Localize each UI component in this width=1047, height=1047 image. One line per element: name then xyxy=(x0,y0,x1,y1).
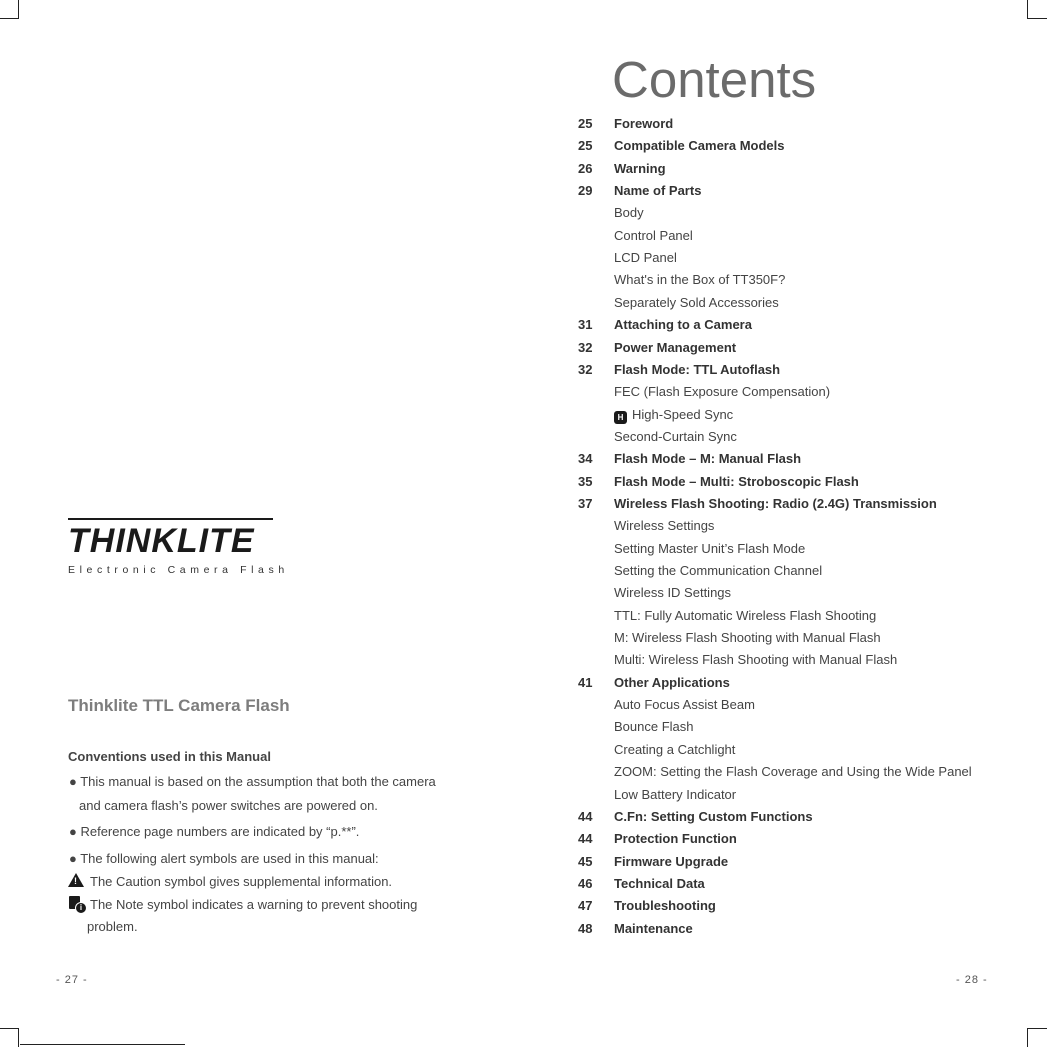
toc-page-number: 34 xyxy=(578,451,593,466)
toc-entry-label: M: Wireless Flash Shooting with Manual Flash xyxy=(614,630,881,645)
toc-page-number: 41 xyxy=(578,675,593,690)
toc-page-number: 37 xyxy=(578,496,593,511)
crop-mark-tl-h xyxy=(0,18,19,19)
toc-entry xyxy=(578,921,1038,943)
conventions-heading: Conventions used in this Manual xyxy=(68,749,271,764)
toc-entry-label: Foreword xyxy=(614,116,674,131)
toc-entry-label: Second-Curtain Sync xyxy=(614,429,737,444)
toc-entry xyxy=(578,563,1038,585)
contents-title: Contents xyxy=(612,51,817,108)
toc-entry xyxy=(578,317,1038,339)
manual-title: Thinklite TTL Camera Flash xyxy=(68,696,290,715)
toc-page-number: 48 xyxy=(578,921,593,936)
note-text-1: The Note symbol indicates a warning to prevent shooting xyxy=(90,897,418,912)
crop-mark-tr-h xyxy=(1027,18,1047,19)
toc-page-number: 44 xyxy=(578,831,593,846)
toc-entry xyxy=(578,183,1038,205)
toc-entry-label: Creating a Catchlight xyxy=(614,742,736,757)
toc-entry-label: Wireless Flash Shooting: Radio (2.4G) Transmission xyxy=(614,496,937,511)
toc-entry-label: C.Fn: Setting Custom Functions xyxy=(614,809,813,824)
toc-entry-label: Name of Parts xyxy=(614,183,702,198)
logo-tagline: Electronic Camera Flash xyxy=(68,564,289,576)
toc-page-number: 26 xyxy=(578,161,593,176)
toc-entry-label: Other Applications xyxy=(614,675,730,690)
toc-entry xyxy=(578,295,1038,317)
toc-entry-label: Flash Mode – M: Manual Flash xyxy=(614,451,802,466)
toc-entry xyxy=(578,451,1038,473)
toc-entry-label: Firmware Upgrade xyxy=(614,854,729,869)
toc-entry-label xyxy=(614,407,733,424)
toc-entry-label: Troubleshooting xyxy=(614,898,716,913)
toc-entry xyxy=(578,205,1038,227)
crop-mark-tr-v xyxy=(1027,0,1028,19)
toc-entry xyxy=(578,362,1038,384)
toc-entry-label: Maintenance xyxy=(614,921,693,936)
toc-entry xyxy=(578,228,1038,250)
toc-entry-text: High-Speed Sync xyxy=(632,407,734,422)
toc-entry xyxy=(578,116,1038,138)
logo-wordmark: THINKLITE xyxy=(68,518,273,560)
convention-line-2: and camera flash’s power switches are powered on. xyxy=(79,798,378,813)
convention-line-1: ● This manual is based on the assumption that both the camera xyxy=(69,774,436,789)
toc-page-number: 35 xyxy=(578,474,593,489)
toc-entry xyxy=(578,585,1038,607)
caution-icon-mark: ! xyxy=(74,876,77,886)
toc-entry-label: Bounce Flash xyxy=(614,719,694,734)
toc-entry-label: FEC (Flash Exposure Compensation) xyxy=(614,384,831,399)
toc-entry-label: Attaching to a Camera xyxy=(614,317,752,332)
toc-entry-label: Setting the Communication Channel xyxy=(614,563,823,578)
toc-entry xyxy=(578,474,1038,496)
page-number-right: - 28 - xyxy=(956,974,988,986)
convention-line-3: ● Reference page numbers are indicated by “p.**”. xyxy=(69,824,360,839)
toc-entry xyxy=(578,407,1038,429)
toc-entry xyxy=(578,272,1038,294)
page-number-left: - 27 - xyxy=(56,974,88,986)
convention-line-4: ● The following alert symbols are used in this manual: xyxy=(69,851,379,866)
note-icon-badge: i xyxy=(75,902,87,914)
toc-entry xyxy=(578,742,1038,764)
toc-entry-label: Wireless Settings xyxy=(614,518,715,533)
note-text-2: problem. xyxy=(87,919,138,934)
toc-entry xyxy=(578,138,1038,160)
toc-entry xyxy=(578,630,1038,652)
toc-entry xyxy=(578,429,1038,451)
toc-entry xyxy=(578,831,1038,853)
toc-page-number: 29 xyxy=(578,183,593,198)
crop-mark-br-v xyxy=(1027,1028,1028,1047)
toc-entry-label: Low Battery Indicator xyxy=(614,787,737,802)
toc-page-number: 32 xyxy=(578,362,593,377)
toc-entry-label: Flash Mode – Multi: Stroboscopic Flash xyxy=(614,474,859,489)
toc-entry-label: TTL: Fully Automatic Wireless Flash Shooting xyxy=(614,608,877,623)
toc-entry xyxy=(578,541,1038,563)
thinklite-logo xyxy=(68,518,289,576)
toc-entry-label: Setting Master Unit’s Flash Mode xyxy=(614,541,806,556)
toc-entry xyxy=(578,384,1038,406)
crop-mark-bl-h xyxy=(0,1028,19,1029)
toc-entry xyxy=(578,787,1038,809)
toc-entry xyxy=(578,250,1038,272)
toc-entry-label: Power Management xyxy=(614,340,737,355)
toc-entry-label: Warning xyxy=(614,161,666,176)
toc-entry xyxy=(578,340,1038,362)
toc-entry xyxy=(578,518,1038,540)
toc-page-number: 47 xyxy=(578,898,593,913)
toc-entry xyxy=(578,496,1038,518)
toc-entry xyxy=(578,876,1038,898)
crop-mark-bl-v xyxy=(18,1028,19,1047)
toc-entry xyxy=(578,809,1038,831)
toc-entry xyxy=(578,854,1038,876)
toc-entry-label: Technical Data xyxy=(614,876,705,891)
toc-entry-label: LCD Panel xyxy=(614,250,677,265)
toc-entry xyxy=(578,764,1038,786)
crop-mark-tl-v xyxy=(18,0,19,19)
toc-entry xyxy=(578,697,1038,719)
toc-entry xyxy=(578,608,1038,630)
toc-entry-label: What's in the Box of TT350F? xyxy=(614,272,786,287)
toc-page-number: 25 xyxy=(578,116,593,131)
toc-page-number: 46 xyxy=(578,876,593,891)
toc-entry xyxy=(578,652,1038,674)
toc-entry xyxy=(578,675,1038,697)
toc-page-number: 31 xyxy=(578,317,593,332)
toc-entry-label: Auto Focus Assist Beam xyxy=(614,697,755,712)
crop-mark-br-h xyxy=(1027,1028,1047,1029)
toc-page-number: 45 xyxy=(578,854,593,869)
toc-entry-label: ZOOM: Setting the Flash Coverage and Using the Wide Panel xyxy=(614,764,972,779)
toc-entry-label: Compatible Camera Models xyxy=(614,138,785,153)
toc-entry-label: Multi: Wireless Flash Shooting with Manual Flash xyxy=(614,652,898,667)
toc-entry-label: Body xyxy=(614,205,644,220)
toc-entry-label: Control Panel xyxy=(614,228,693,243)
toc-page-number: 25 xyxy=(578,138,593,153)
toc-entry-label: Flash Mode: TTL Autoflash xyxy=(614,362,781,377)
toc-page-number: 32 xyxy=(578,340,593,355)
toc-entry-label: Protection Function xyxy=(614,831,737,846)
footer-rule xyxy=(20,1044,185,1045)
high-speed-sync-icon: H xyxy=(614,411,627,424)
toc-entry xyxy=(578,719,1038,741)
toc-entry xyxy=(578,898,1038,920)
toc-entry-label: Wireless ID Settings xyxy=(614,585,732,600)
caution-text: The Caution symbol gives supplemental information. xyxy=(90,874,393,889)
toc-page-number: 44 xyxy=(578,809,593,824)
toc-entry xyxy=(578,161,1038,183)
toc-entry-label: Separately Sold Accessories xyxy=(614,295,779,310)
